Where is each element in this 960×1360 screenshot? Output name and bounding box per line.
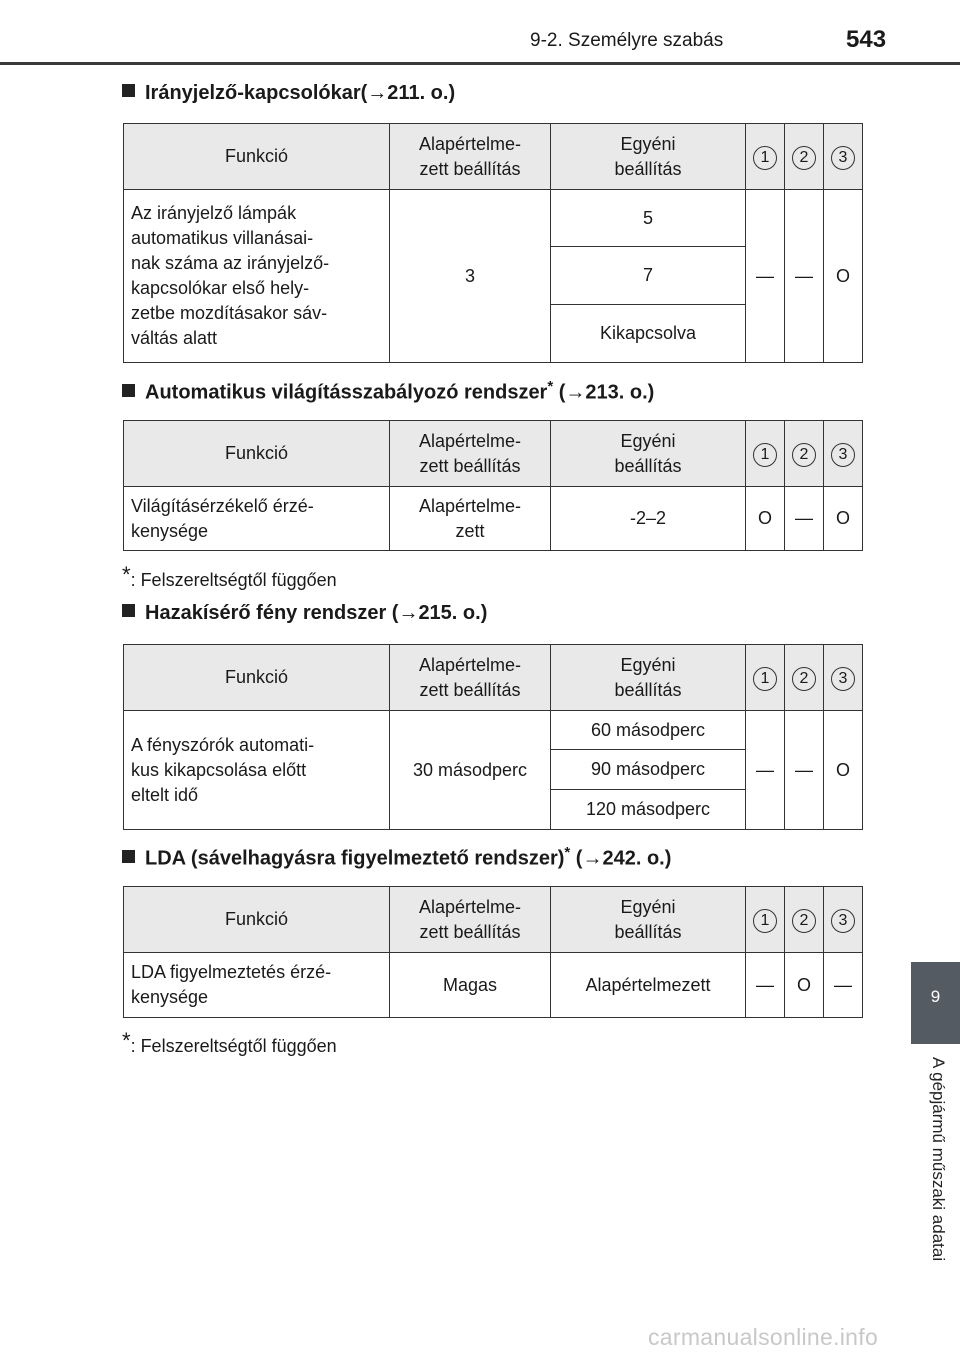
chapter-sidebar bbox=[911, 962, 960, 1360]
header-custom: Egyéni beállítás bbox=[551, 645, 746, 711]
header-default: Alapértelme- zett beállítás bbox=[390, 124, 551, 190]
heading-turn-signal: Irányjelző-kapcsolókar(→211. o.) bbox=[122, 82, 455, 105]
col1-cell: — bbox=[746, 953, 785, 1018]
heading-lda: LDA (sávelhagyásra figyelmeztető rendszer)* (→242. o.) bbox=[122, 844, 671, 871]
header-col-1: 1 bbox=[746, 887, 785, 953]
square-bullet-icon bbox=[122, 850, 135, 863]
table-header-row bbox=[124, 645, 863, 711]
header-rule bbox=[0, 62, 960, 65]
square-bullet-icon bbox=[122, 384, 135, 397]
default-cell: Alapértelme- zett bbox=[390, 487, 551, 551]
col1-cell: — bbox=[746, 190, 785, 363]
header-default: Alapértelme- zett beállítás bbox=[390, 421, 551, 487]
header-col-1: 1 bbox=[746, 421, 785, 487]
header-col-3: 3 bbox=[824, 124, 863, 190]
function-cell: LDA figyelmeztetés érzé- kenysége bbox=[124, 953, 390, 1018]
table-row bbox=[124, 190, 863, 247]
custom-cell: -2–2 bbox=[551, 487, 746, 551]
custom-cell: 7 bbox=[551, 247, 746, 305]
custom-cell: Kikapcsolva bbox=[551, 305, 746, 363]
heading-auto-lighting: Automatikus világításszabályozó rendszer* (→213. o.) bbox=[122, 378, 654, 405]
col3-cell: O bbox=[824, 487, 863, 551]
table-row bbox=[124, 953, 863, 1018]
table-row bbox=[124, 711, 863, 750]
table-lda bbox=[123, 886, 863, 1018]
header-col-3: 3 bbox=[824, 421, 863, 487]
heading-follow-me-home: Hazakísérő fény rendszer (→215. o.) bbox=[122, 602, 487, 625]
header-col-2: 2 bbox=[785, 645, 824, 711]
header-default: Alapértelme- zett beállítás bbox=[390, 887, 551, 953]
page-header bbox=[0, 0, 960, 64]
custom-cell: 60 másodperc bbox=[551, 711, 746, 750]
section-title: 9-2. Személyre szabás bbox=[530, 30, 724, 51]
default-cell: Magas bbox=[390, 953, 551, 1018]
page-number: 543 bbox=[846, 26, 887, 53]
table-turn-signal bbox=[123, 123, 863, 363]
watermark: carmanualsonline.info bbox=[648, 1324, 879, 1350]
default-cell: 3 bbox=[390, 190, 551, 363]
custom-cell: Alapértelmezett bbox=[551, 953, 746, 1018]
header-col-2: 2 bbox=[785, 421, 824, 487]
header-function: Funkció bbox=[124, 124, 390, 190]
chapter-label: A gépjármű műszaki adatai bbox=[929, 1057, 948, 1262]
function-cell: Az irányjelző lámpák automatikus villanásai- nak száma az irányjelző- kapcsolókar első hely- zetbe mozdításakor sáv- váltás alatt bbox=[124, 190, 390, 363]
custom-cell: 120 másodperc bbox=[551, 790, 746, 830]
function-cell: Világításérzékelő érzé- kenysége bbox=[124, 487, 390, 551]
header-function: Funkció bbox=[124, 645, 390, 711]
square-bullet-icon bbox=[122, 604, 135, 617]
header-function: Funkció bbox=[124, 887, 390, 953]
col2-cell: — bbox=[785, 711, 824, 830]
col2-cell: O bbox=[785, 953, 824, 1018]
col3-cell: — bbox=[824, 953, 863, 1018]
table-auto-lighting bbox=[123, 420, 863, 551]
square-bullet-icon bbox=[122, 84, 135, 97]
chapter-tab: 9 bbox=[911, 962, 960, 1044]
custom-cell: 5 bbox=[551, 190, 746, 247]
col2-cell: — bbox=[785, 487, 824, 551]
col2-cell: — bbox=[785, 190, 824, 363]
header-custom: Egyéni beállítás bbox=[551, 421, 746, 487]
col3-cell: O bbox=[824, 190, 863, 363]
header-col-2: 2 bbox=[785, 887, 824, 953]
table-header-row bbox=[124, 124, 863, 190]
table-follow-me-home bbox=[123, 644, 863, 830]
col1-cell: — bbox=[746, 711, 785, 830]
table-row bbox=[124, 487, 863, 551]
custom-cell: 90 másodperc bbox=[551, 750, 746, 790]
header-function: Funkció bbox=[124, 421, 390, 487]
footnote: *: Felszereltségtől függően bbox=[122, 1028, 337, 1056]
col3-cell: O bbox=[824, 711, 863, 830]
header-custom: Egyéni beállítás bbox=[551, 887, 746, 953]
function-cell: A fényszórók automati- kus kikapcsolása előtt eltelt idő bbox=[124, 711, 390, 830]
header-col-3: 3 bbox=[824, 645, 863, 711]
footnote: *: Felszereltségtől függően bbox=[122, 562, 337, 590]
header-col-1: 1 bbox=[746, 124, 785, 190]
header-custom: Egyéni beállítás bbox=[551, 124, 746, 190]
header-col-2: 2 bbox=[785, 124, 824, 190]
table-header-row bbox=[124, 421, 863, 487]
header-col-3: 3 bbox=[824, 887, 863, 953]
col1-cell: O bbox=[746, 487, 785, 551]
header-col-1: 1 bbox=[746, 645, 785, 711]
default-cell: 30 másodperc bbox=[390, 711, 551, 830]
table-header-row bbox=[124, 887, 863, 953]
header-default: Alapértelme- zett beállítás bbox=[390, 645, 551, 711]
